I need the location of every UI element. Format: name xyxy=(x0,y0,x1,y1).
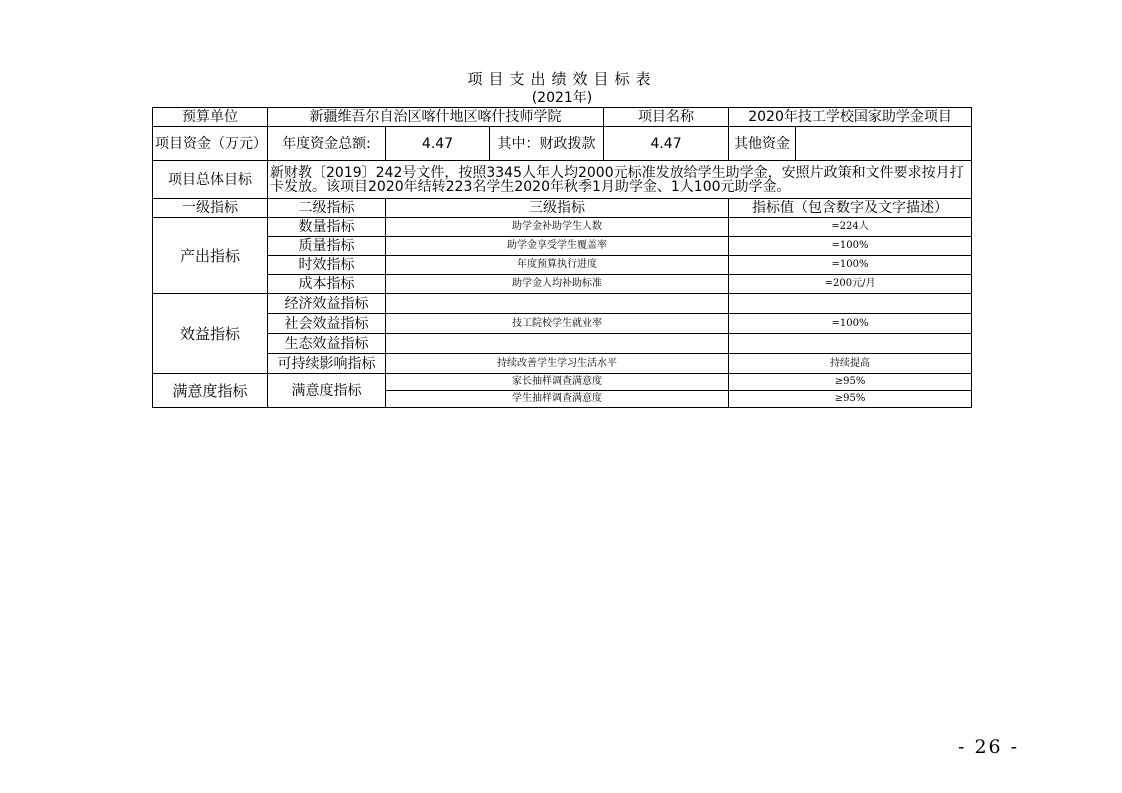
table-row xyxy=(153,294,972,314)
level2-cell: 时效指标 xyxy=(268,256,386,275)
level2-cell: 满意度指标 xyxy=(268,374,386,408)
level2-cell: 可持续影响指标 xyxy=(268,354,386,374)
value-cell: =100% xyxy=(729,314,972,334)
project-name-label: 项目名称 xyxy=(604,108,729,127)
table-row xyxy=(153,237,972,256)
goal-label: 项目总体目标 xyxy=(153,161,268,199)
value-cell: ≥95% xyxy=(729,374,972,391)
col-value-header: 指标值（包含数字及文字描述） xyxy=(729,199,972,218)
level2-cell: 生态效益指标 xyxy=(268,334,386,354)
level3-cell xyxy=(386,334,729,354)
value-cell: =100% xyxy=(729,256,972,275)
column-header-row xyxy=(153,199,972,218)
table-row xyxy=(153,354,972,374)
table-row xyxy=(153,218,972,237)
fiscal-value: 4.47 xyxy=(604,127,729,161)
level3-cell: 助学金补助学生人数 xyxy=(386,218,729,237)
table-row xyxy=(153,334,972,354)
group-output-label: 产出指标 xyxy=(153,218,268,294)
funds-row xyxy=(153,127,972,161)
table-row xyxy=(153,314,972,334)
level3-cell: 学生抽样调查满意度 xyxy=(386,391,729,408)
group-benefit-label: 效益指标 xyxy=(153,294,268,374)
level3-cell: 助学金人均补助标准 xyxy=(386,275,729,294)
page-title: 项目支出绩效目标表 xyxy=(467,70,657,88)
table-row xyxy=(153,256,972,275)
level3-cell: 技工院校学生就业率 xyxy=(386,314,729,334)
level2-cell: 经济效益指标 xyxy=(268,294,386,314)
page-number: - 26 - xyxy=(958,736,1020,758)
value-cell xyxy=(729,294,972,314)
annual-total-value: 4.47 xyxy=(386,127,490,161)
annual-total-label: 年度资金总额: xyxy=(268,127,386,161)
value-cell: =200元/月 xyxy=(729,275,972,294)
level3-cell: 助学金享受学生覆盖率 xyxy=(386,237,729,256)
level3-cell: 家长抽样调查满意度 xyxy=(386,374,729,391)
group-satisfaction-label: 满意度指标 xyxy=(153,374,268,408)
funds-label: 项目资金（万元） xyxy=(153,127,268,161)
performance-table xyxy=(152,107,972,408)
project-name-value: 2020年技工学校国家助学金项目 xyxy=(729,108,972,127)
goal-row xyxy=(153,161,972,199)
other-funds-value xyxy=(796,127,972,161)
level2-cell: 社会效益指标 xyxy=(268,314,386,334)
col-level3-header: 三级指标 xyxy=(386,199,729,218)
header-row xyxy=(153,108,972,127)
other-funds-label: 其他资金 xyxy=(729,127,796,161)
table-row xyxy=(153,275,972,294)
value-cell xyxy=(729,334,972,354)
table-row xyxy=(153,374,972,391)
level2-cell: 数量指标 xyxy=(268,218,386,237)
page-subtitle: (2021年) xyxy=(531,90,593,106)
budget-unit-value: 新疆维吾尔自治区喀什地区喀什技师学院 xyxy=(268,108,604,127)
level3-cell xyxy=(386,294,729,314)
level2-cell: 质量指标 xyxy=(268,237,386,256)
goal-text: 新财教〔2019〕242号文件，按照3345人年人均2000元标准发放给学生助学金，安照片政策和文件要求按月打卡发放。该项目2020年结转223名学生2020年秋季1月助学金、1人100元助学金。 xyxy=(268,161,972,199)
col-level1-header: 一级指标 xyxy=(153,199,268,218)
level3-cell: 年度预算执行进度 xyxy=(386,256,729,275)
fiscal-label: 其中：财政拨款 xyxy=(490,127,604,161)
col-level2-header: 二级指标 xyxy=(268,199,386,218)
value-cell: 持续提高 xyxy=(729,354,972,374)
level3-cell: 持续改善学生学习生活水平 xyxy=(386,354,729,374)
value-cell: =224人 xyxy=(729,218,972,237)
value-cell: =100% xyxy=(729,237,972,256)
level2-cell: 成本指标 xyxy=(268,275,386,294)
value-cell: ≥95% xyxy=(729,391,972,408)
budget-unit-label: 预算单位 xyxy=(153,108,268,127)
